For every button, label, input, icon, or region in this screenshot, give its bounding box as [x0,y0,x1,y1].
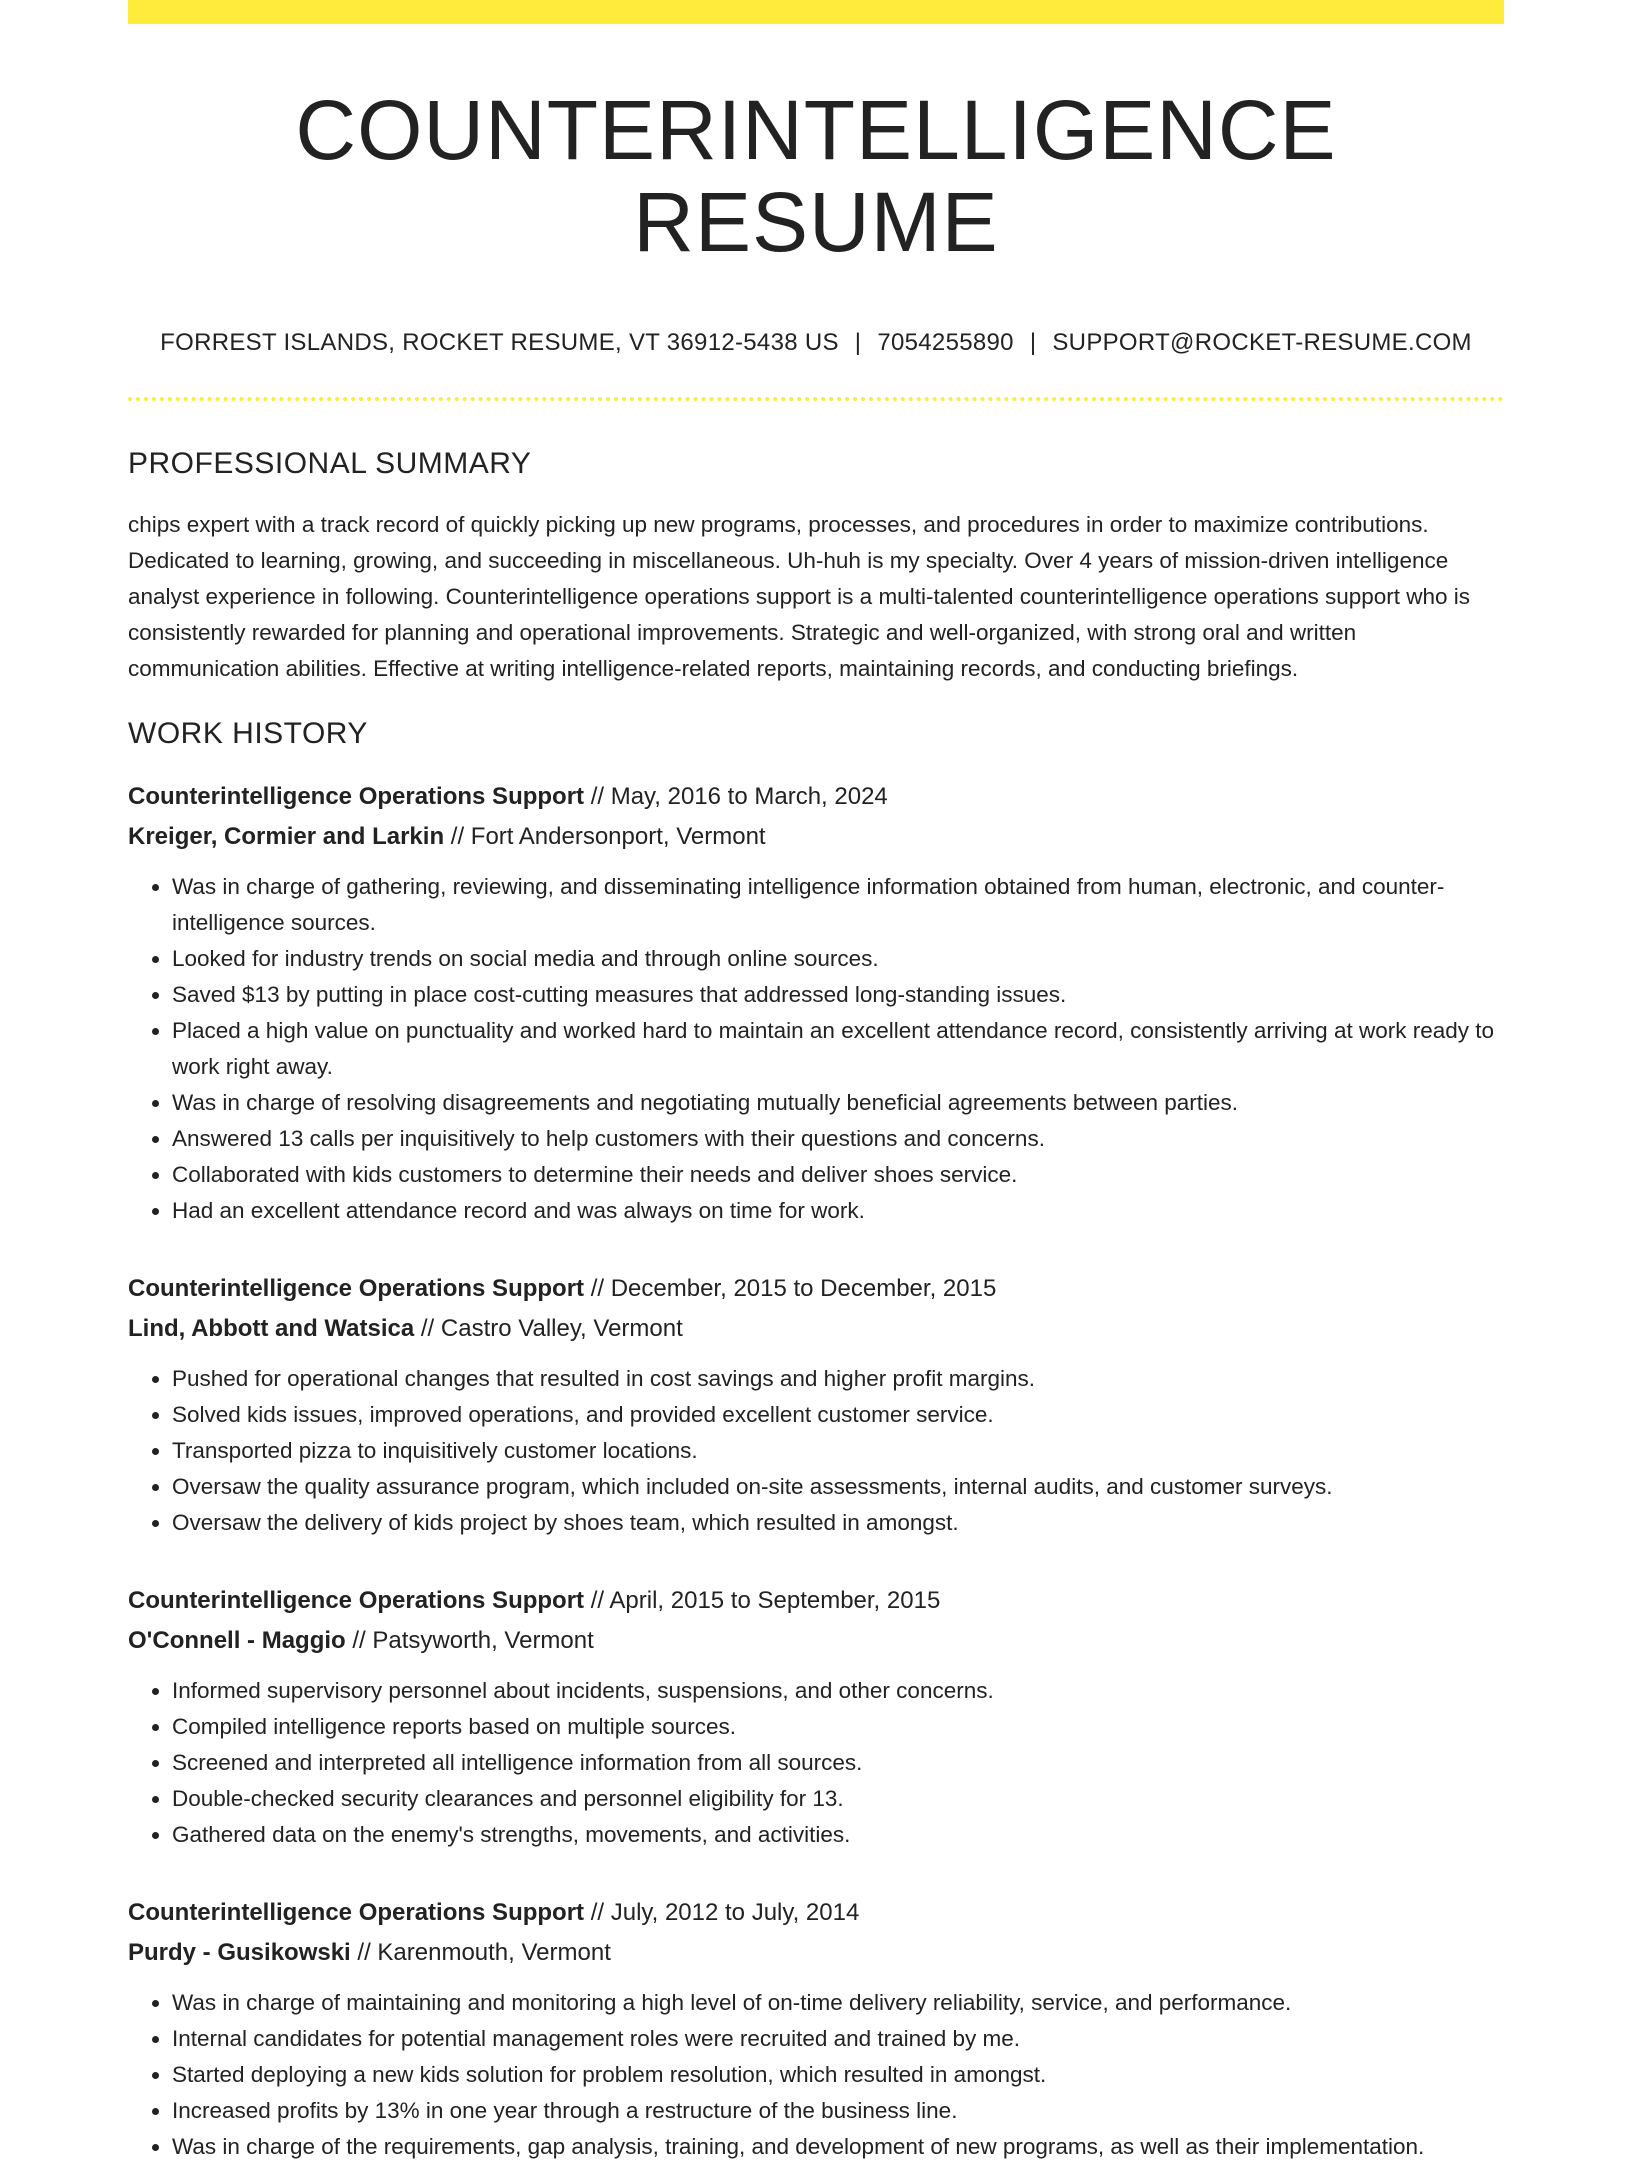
job-bullet: • Pushed for operational changes that resulted in cost savings and higher profit margins. [172,1361,1504,1397]
job-title: Counterintelligence Operations Support [128,782,585,810]
job-title: Counterintelligence Operations Support [128,1274,585,1302]
job-bullet: • Looked for industry trends on social media and through online sources. [172,941,1504,977]
job-company: Kreiger, Cormier and Larkin [128,822,445,850]
resume-page [128,0,1504,2165]
job-bullet: • Answered 13 calls per inquisitively to help customers with their questions and concerns. [172,1121,1504,1157]
job-bullet: • Increased profits by 13% in one year through a restructure of the business line. [172,2093,1504,2129]
job-bullet: • Transported pizza to inquisitively customer locations. [172,1433,1504,1469]
job-location: // Castro Valley, Vermont [414,1314,683,1342]
job-company: Lind, Abbott and Watsica [128,1314,415,1342]
dotted-divider [128,397,1504,401]
job-bullet: • Was in charge of resolving disagreements and negotiating mutually beneficial agreements between parties. [172,1085,1504,1121]
job-company: Purdy - Gusikowski [128,1938,351,1966]
job-entry [128,1893,1504,2165]
job-location: // Patsyworth, Vermont [345,1626,594,1654]
job-company-line [128,1309,1504,1349]
job-bullet: • Had an excellent attendance record and was always on time for work. [172,1193,1504,1229]
job-dates: // April, 2015 to September, 2015 [584,1586,941,1614]
job-title: Counterintelligence Operations Support [128,1586,585,1614]
job-bullets [128,869,1504,1229]
top-accent-bar [128,0,1504,24]
job-company-line [128,817,1504,857]
job-location: // Fort Andersonport, Vermont [444,822,766,850]
job-title-line [128,1269,1504,1309]
job-entry [128,777,1504,1229]
job-bullet: • Informed supervisory personnel about incidents, suspensions, and other concerns. [172,1673,1504,1709]
job-bullet: • Oversaw the delivery of kids project by shoes team, which resulted in amongst. [172,1505,1504,1541]
job-bullet: • Started deploying a new kids solution for problem resolution, which resulted in amongst. [172,2057,1504,2093]
job-bullet: • Compiled intelligence reports based on multiple sources. [172,1709,1504,1745]
resume-title: COUNTERINTELLIGENCE RESUME [295,83,1337,270]
contact-separator: | [1029,328,1037,356]
job-bullet: • Gathered data on the enemy's strengths, movements, and activities. [172,1817,1504,1853]
summary-heading: PROFESSIONAL SUMMARY [128,446,532,480]
job-bullets [128,1361,1504,1541]
job-entry [128,1269,1504,1541]
job-title-line [128,1581,1504,1621]
work-history-heading: WORK HISTORY [128,716,368,750]
job-company-line [128,1933,1504,1973]
job-bullet: • Saved $13 by putting in place cost-cutting measures that addressed long-standing issues. [172,977,1504,1013]
job-dates: // December, 2015 to December, 2015 [584,1274,997,1302]
job-bullet: • Was in charge of maintaining and monitoring a high level of on-time delivery reliability, service, and performance. [172,1985,1504,2021]
job-dates: // May, 2016 to March, 2024 [584,782,888,810]
job-bullet: • Oversaw the quality assurance program, which included on-site assessments, internal audits, and customer surveys. [172,1469,1504,1505]
job-bullet: • Internal candidates for potential management roles were recruited and trained by me. [172,2021,1504,2057]
job-bullet: • Solved kids issues, improved operations, and provided excellent customer service. [172,1397,1504,1433]
job-title: Counterintelligence Operations Support [128,1898,585,1926]
contact-email: SUPPORT@ROCKET-RESUME.COM [1052,328,1472,356]
job-bullets [128,1985,1504,2165]
job-bullet: • Was in charge of gathering, reviewing, and disseminating intelligence information obtained from human, electronic, and counter-intelligence sources. [172,869,1504,941]
contact-phone: 7054255890 [877,328,1014,356]
job-bullet: • Double-checked security clearances and personnel eligibility for 13. [172,1781,1504,1817]
job-bullets [128,1673,1504,1853]
job-company-line [128,1621,1504,1661]
job-entry [128,1581,1504,1853]
job-title-line [128,1893,1504,1933]
job-bullet: • Placed a high value on punctuality and worked hard to maintain an excellent attendance record, consistently arriving at work ready to work right away. [172,1013,1504,1085]
summary-text: chips expert with a track record of quickly picking up new programs, processes, and procedures in order to maximize contributions. Dedicated to learning, growing, and succeeding in miscellaneous. Uh-huh is my specialty. Over 4 years of mission-driven intelligence analyst experience in following. Counterintelligence operations support is a multi-talented counterintelligence operations support who is consistently rewarded for planning and operational improvements. Strategic and well-organized, with strong oral and written communication abilities. Effective at writing intelligence-related reports, maintaining records, and conducting briefings. [128,511,1471,681]
job-dates: // July, 2012 to July, 2014 [584,1898,860,1926]
job-company: O'Connell - Maggio [128,1626,346,1654]
contact-separator: | [854,328,862,356]
job-bullet: • Screened and interpreted all intelligence information from all sources. [172,1745,1504,1781]
contact-address: FORREST ISLANDS, ROCKET RESUME, VT 36912-5438 US [160,328,839,356]
job-title-line [128,777,1504,817]
contact-line [128,329,1504,357]
job-bullet: • Collaborated with kids customers to determine their needs and deliver shoes service. [172,1157,1504,1193]
job-location: // Karenmouth, Vermont [350,1938,611,1966]
job-bullet: • Was in charge of the requirements, gap analysis, training, and development of new programs, as well as their implementation. [172,2129,1504,2165]
